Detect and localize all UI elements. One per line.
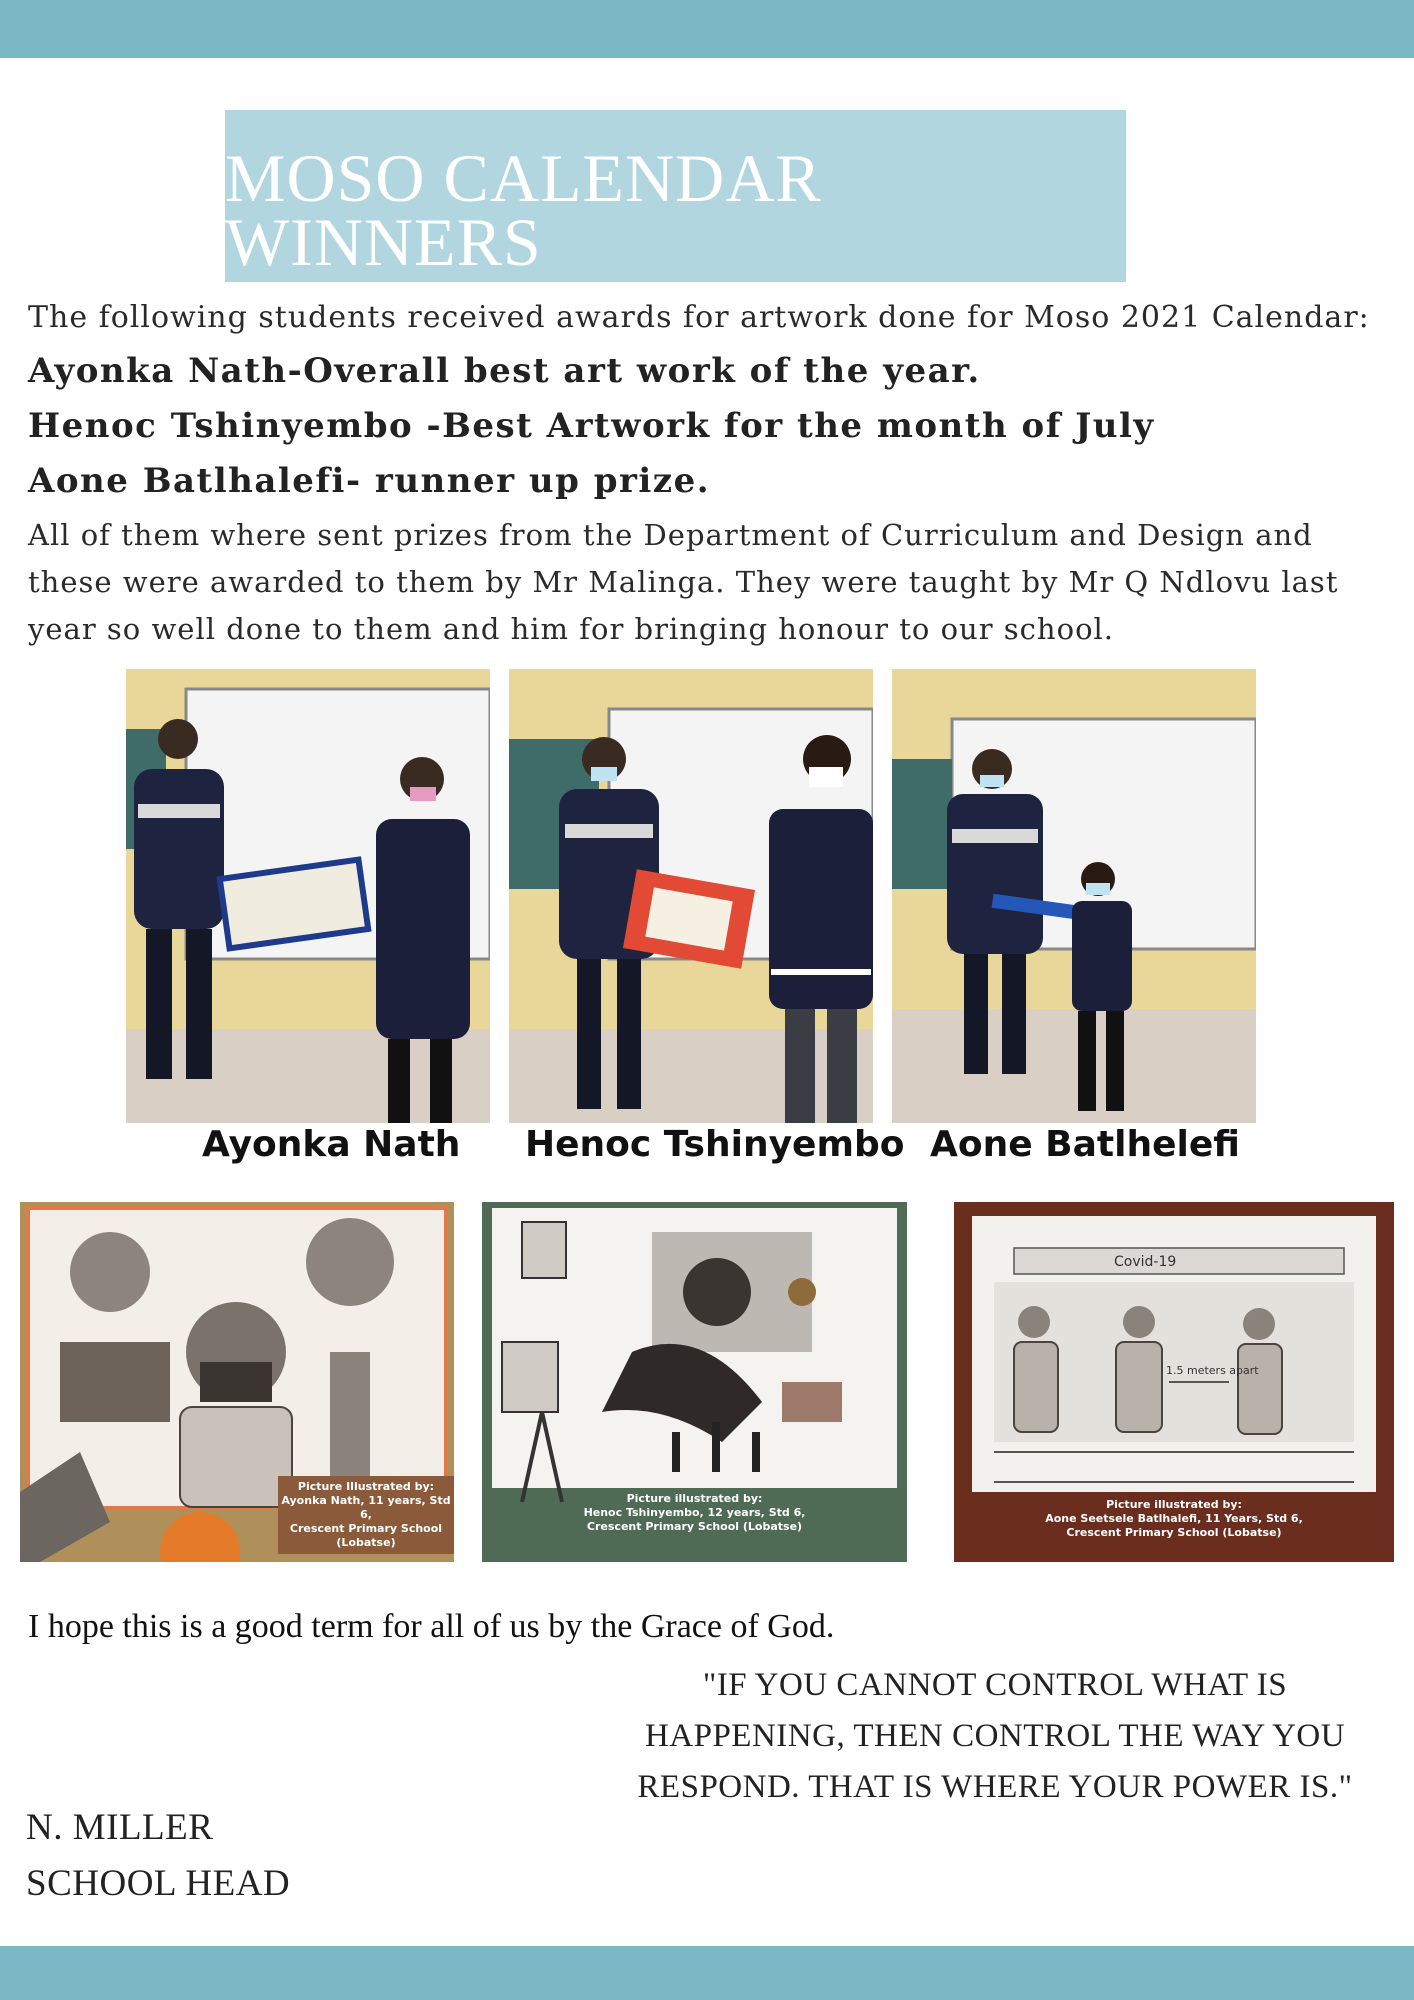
- photo-caption-henoc: Henoc Tshinyembo: [525, 1124, 905, 1165]
- covid-banner-text: Covid-19: [1114, 1254, 1177, 1270]
- title-line-2: WINNERS: [225, 204, 542, 280]
- intro-text: The following students received awards for artwork done for Moso 2021 Calendar:: [28, 300, 1370, 335]
- title-line-1: MOSO CALENDAR: [225, 140, 822, 216]
- signature-role: SCHOOL HEAD: [26, 1863, 291, 1904]
- award-best-july: Henoc Tshinyembo -Best Artwork for the month of July: [28, 406, 1155, 446]
- photo-caption-aone: Aone Batlhelefi: [930, 1124, 1240, 1165]
- award-runner-up: Aone Batlhalefi- runner up prize.: [28, 461, 711, 501]
- bottom-color-band: [0, 1946, 1414, 2000]
- artwork-2-label: Picture illustrated by: Henoc Tshinyembo, 12 years, Std 6, Crescent Primary School (Lobatse): [583, 1492, 806, 1533]
- artwork-ayonka-nath: [20, 1202, 454, 1562]
- award-overall-best: Ayonka Nath-Overall best art work of the year.: [28, 351, 981, 391]
- prize-paragraph: All of them where sent prizes from the Department of Curriculum and Design and these were awarded to them by Mr Malinga. They were taught by Mr Q Ndlovu last year so well done to them and him for bringing honour to our school.: [28, 518, 1339, 646]
- title-banner: [225, 110, 1126, 282]
- closing-message: I hope this is a good term for all of us by the Grace of God.: [28, 1608, 835, 1645]
- photo-henoc-tshinyembo: [509, 669, 873, 1123]
- artwork-henoc-tshinyembo: [482, 1202, 907, 1562]
- artwork-1-label: Picture Illustrated by: Ayonka Nath, 11 years, Std 6, Crescent Primary School (Lobatse): [278, 1476, 454, 1554]
- photo-ayonka-nath: [126, 669, 490, 1123]
- quote-text: "IF YOU CANNOT CONTROL WHAT IS HAPPENING, THEN CONTROL THE WAY YOU RESPOND. THAT IS WHERE YOUR POWER IS.": [637, 1667, 1353, 1805]
- distance-text: 1.5 meters apart: [1166, 1364, 1259, 1377]
- photo-caption-ayonka: Ayonka Nath: [202, 1124, 461, 1165]
- artwork-3-label: Picture illustrated by: Aone Seetsele Batlhalefi, 11 Years, Std 6, Crescent Primary School (Lobatse): [1045, 1498, 1303, 1539]
- signature-name: N. MILLER: [26, 1807, 214, 1848]
- page-title: [225, 140, 822, 280]
- photo-aone-batlhelefi: [892, 669, 1256, 1123]
- top-color-band: [0, 0, 1414, 58]
- artwork-aone-batlhalefi: [954, 1202, 1394, 1562]
